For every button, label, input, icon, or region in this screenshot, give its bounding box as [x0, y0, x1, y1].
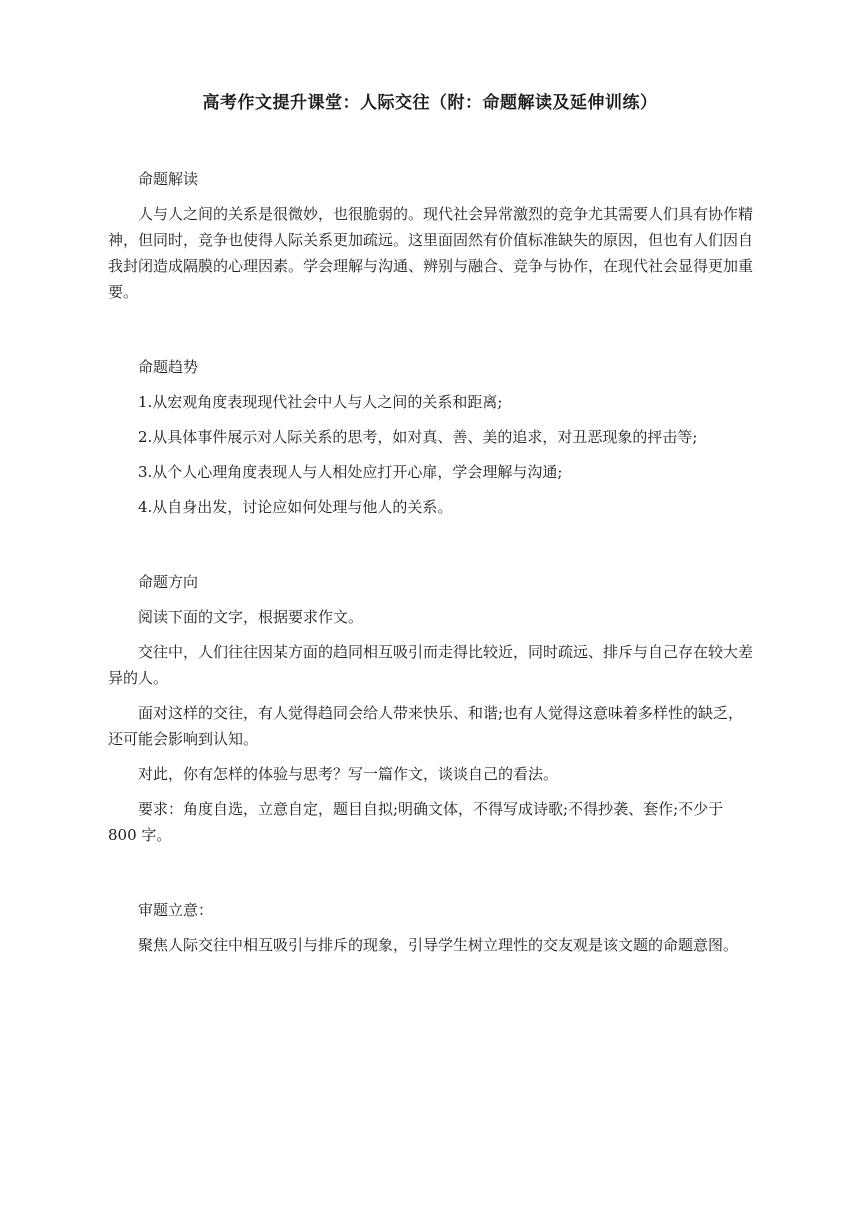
paragraph: 要求：角度自选，立意自定，题目自拟;明确文体，不得写成诗歌;不得抄袭、套作;不少于 800 字。	[108, 800, 724, 844]
section-heading: 命题解读	[138, 170, 199, 188]
paragraph: 阅读下面的文字，根据要求作文。	[138, 608, 364, 626]
paragraph: 人与人之间的关系是很微妙，也很脆弱的。现代社会异常激烈的竞争尤其需要人们具有协作精神，但同时，竞争也使得人际关系更加疏远。这里面固然有价值标准缺失的原因，但也有人们因自我封闭造成隔膜的心理因素。学会理解与沟通、辨别与融合、竞争与协作，在现代社会显得更加重要。	[108, 205, 754, 301]
section-heading: 命题趋势	[138, 358, 199, 376]
paragraph: 面对这样的交往，有人觉得趋同会给人带来快乐、和谐;也有人觉得这意味着多样性的缺乏，还可能会影响到认知。	[108, 704, 744, 748]
section-heading: 审题立意：	[138, 901, 214, 919]
list-item: 2.从具体事件展示对人际关系的思考，如对真、善、美的追求，对丑恶现象的抨击等;	[138, 428, 698, 446]
paragraph: 交往中，人们往往因某方面的趋同相互吸引而走得比较近，同时疏远、排斥与自己存在较大差异的人。	[108, 643, 754, 687]
list-item: 4.从自身出发，讨论应如何处理与他人的关系。	[138, 498, 453, 516]
section-heading: 命题方向	[138, 573, 199, 591]
list-item: 1.从宏观角度表现现代社会中人与人之间的关系和距离;	[138, 393, 503, 411]
paragraph: 聚焦人际交往中相互吸引与排斥的现象，引导学生树立理性的交友观是该文题的命题意图。	[138, 936, 739, 954]
document-title: 高考作文提升课堂：人际交往（附：命题解读及延伸训练）	[202, 93, 658, 113]
list-item: 3.从个人心理角度表现人与人相处应打开心扉，学会理解与沟通;	[138, 463, 563, 481]
paragraph: 对此，你有怎样的体验与思考？写一篇作文，谈谈自己的看法。	[138, 765, 559, 783]
document-body	[108, 166, 756, 967]
